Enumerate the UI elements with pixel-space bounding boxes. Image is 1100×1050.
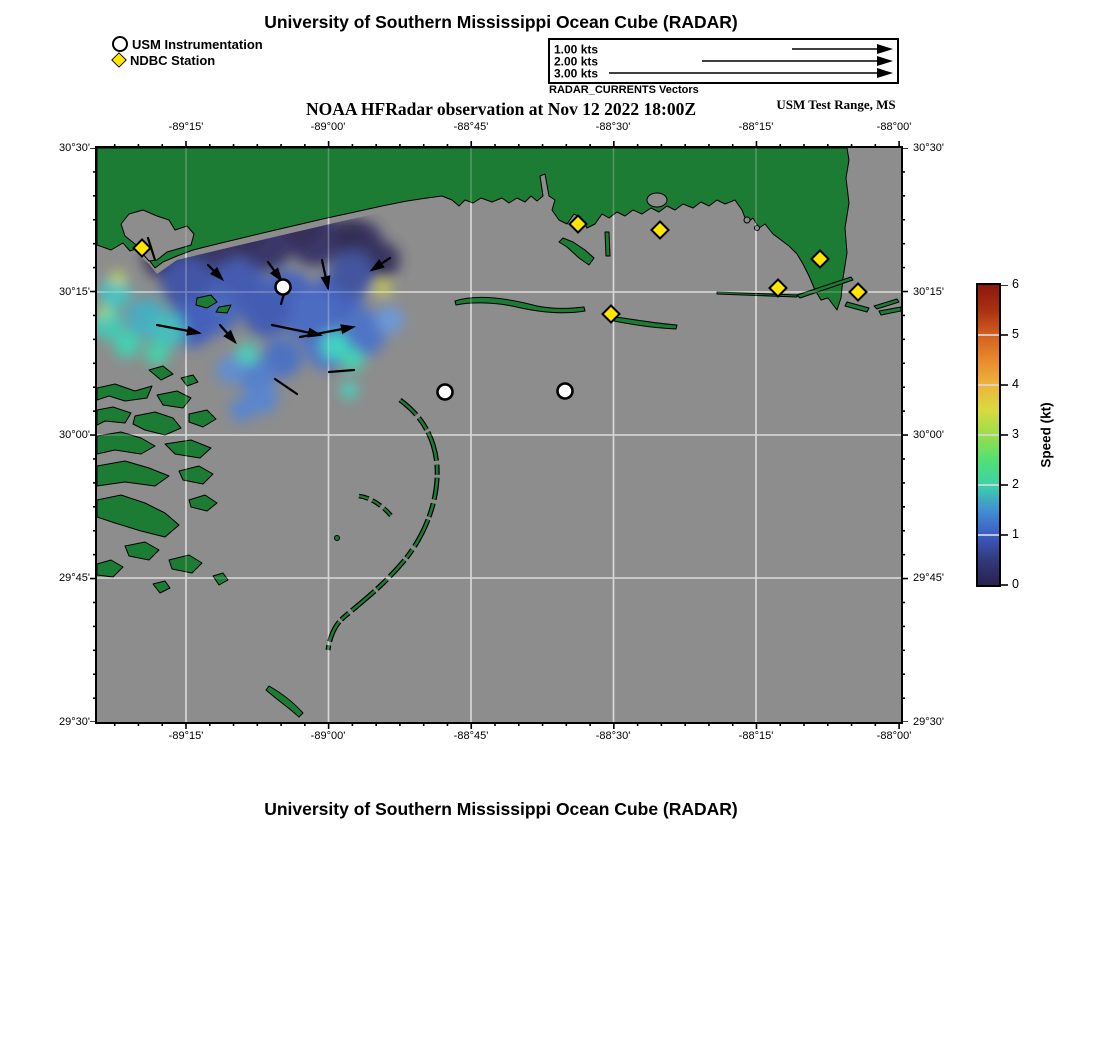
- legend-item-label: NDBC Station: [130, 52, 216, 68]
- axis-ticks-bottom: [97, 722, 901, 732]
- axis-tick-label: 30°30': [59, 142, 90, 154]
- vector-scale-label: 1.00 kts: [554, 42, 599, 57]
- figure-title-top: University of Southern Mississippi Ocean Cube (RADAR): [264, 12, 738, 32]
- vector-scale-label: 2.00 kts: [554, 54, 599, 69]
- axis-labels-right: [911, 142, 971, 728]
- coastal-bay: [647, 193, 667, 207]
- axis-tick-label: 29°45': [59, 572, 90, 584]
- colorbar-axis-label: Speed (kt): [1038, 402, 1054, 468]
- axis-tick-label: -88°45': [453, 121, 489, 133]
- axis-tick-label: 29°45': [913, 572, 944, 584]
- vector-scale-arrows: [550, 40, 893, 78]
- map-frame: [95, 146, 903, 724]
- colorbar-tick-value: 5: [1012, 327, 1019, 341]
- test-range-label: USM Test Range, MS: [776, 97, 896, 112]
- axis-tick-label: 30°15': [59, 286, 90, 298]
- colorbar-tick-value: 0: [1012, 577, 1019, 591]
- usm-circle-icon: [112, 36, 128, 52]
- vector-legend-caption: RADAR_CURRENTS Vectors: [549, 84, 699, 96]
- axis-ticks-right: [901, 148, 911, 722]
- vector-scale-legend: [548, 38, 899, 84]
- usm-instrumentation-marker: [275, 279, 290, 294]
- river-delta-sliver: [605, 232, 610, 256]
- axis-tick-label: 30°00': [59, 429, 90, 441]
- usm-instrumentation-marker: [437, 384, 452, 399]
- observation-subtitle: NOAA HFRadar observation at Nov 12 2022 18:00Z: [305, 99, 697, 119]
- axis-labels-top: [97, 121, 912, 135]
- colorbar-tick-value: 2: [1012, 477, 1019, 491]
- vector-scale-label: 3.00 kts: [554, 66, 599, 78]
- axis-labels-left: [30, 142, 90, 728]
- axis-tick-label: -88°30': [595, 121, 631, 133]
- colorbar-gridline: [978, 484, 999, 486]
- colorbar-tick-value: 3: [1012, 427, 1019, 441]
- usm-instrumentation-marker: [557, 383, 572, 398]
- axis-tick-label: -88°15': [738, 121, 774, 133]
- axis-tick-label: -88°30': [595, 730, 631, 742]
- ndbc-diamond-icon: [111, 52, 127, 68]
- legend-item: [112, 36, 263, 52]
- axis-tick-label: 30°00': [913, 429, 944, 441]
- axis-tick-label: -89°15': [168, 730, 204, 742]
- axis-tick-label: 30°15': [913, 286, 944, 298]
- marker-legend: [112, 36, 263, 68]
- axis-tick-label: -89°00': [310, 730, 346, 742]
- axis-labels-bottom: [97, 730, 912, 744]
- legend-item: [112, 52, 263, 68]
- speed-colorbar: [976, 283, 1001, 587]
- figure-title-bottom: University of Southern Mississippi Ocean Cube (RADAR): [264, 799, 738, 819]
- colorbar-gridline: [978, 334, 999, 336]
- axis-tick-label: -88°15': [738, 730, 774, 742]
- axis-tick-label: -88°45': [453, 730, 489, 742]
- radar-map: [97, 148, 901, 722]
- axis-tick-label: -88°00': [876, 730, 912, 742]
- coastal-pond: [744, 217, 750, 223]
- axis-tick-label: -89°00': [310, 121, 346, 133]
- colorbar-gridline: [978, 434, 999, 436]
- colorbar-tick-value: 1: [1012, 527, 1019, 541]
- colorbar-tick-value: 6: [1012, 277, 1019, 291]
- colorbar-gridline: [978, 384, 999, 386]
- axis-tick-label: 29°30': [59, 716, 90, 728]
- axis-tick-label: 29°30': [913, 716, 944, 728]
- colorbar-tick-labels: [1012, 277, 1032, 591]
- axis-tick-label: -89°15': [168, 121, 204, 133]
- colorbar-ticks: [1001, 285, 1010, 586]
- colorbar-tick-value: 4: [1012, 377, 1019, 391]
- colorbar-gridline: [978, 534, 999, 536]
- axis-tick-label: -88°00': [876, 121, 912, 133]
- legend-item-label: USM Instrumentation: [132, 36, 263, 52]
- axis-tick-label: 30°30': [913, 142, 944, 154]
